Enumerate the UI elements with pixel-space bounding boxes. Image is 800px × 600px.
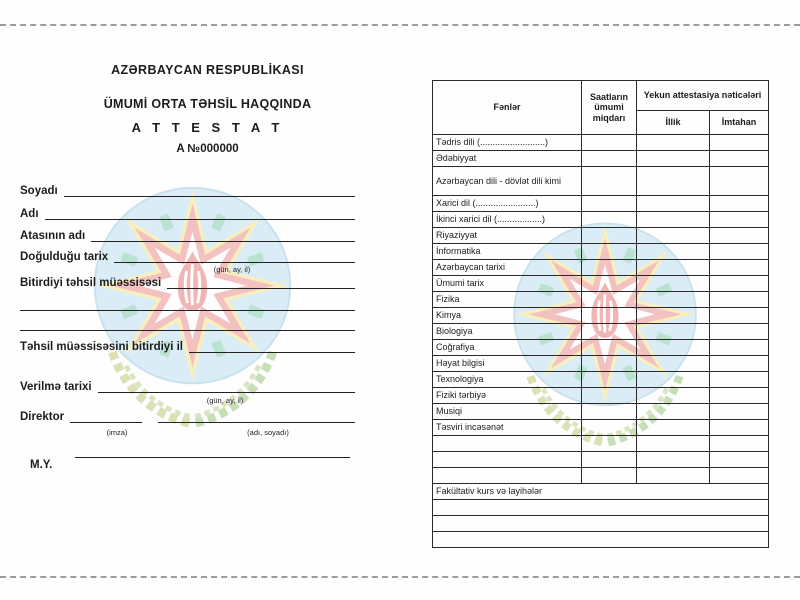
exam-grade-cell	[710, 276, 769, 292]
director-signature-hint: (imza)	[106, 428, 128, 437]
facultative-empty-row	[433, 500, 769, 516]
facultative-empty-cell	[433, 516, 769, 532]
exam-grade-cell	[710, 372, 769, 388]
hours-cell	[582, 372, 637, 388]
subject-name-cell: Təsviri incəsənət	[433, 420, 582, 436]
subject-row	[433, 436, 769, 452]
subject-row	[433, 404, 769, 420]
field-father-name	[20, 227, 355, 242]
hours-cell	[582, 324, 637, 340]
hours-cell	[582, 244, 637, 260]
exam-column-header: İmtahan	[710, 111, 769, 135]
exam-grade-cell	[710, 356, 769, 372]
annual-grade-cell	[637, 324, 710, 340]
graduation-year-label: Təhsil müəssisəsini bitirdiyi il	[20, 341, 183, 353]
hours-cell	[582, 228, 637, 244]
annual-grade-cell	[637, 388, 710, 404]
birth-date-label: Doğulduğu tarix	[20, 251, 109, 263]
exam-grade-cell	[710, 212, 769, 228]
subject-row	[433, 356, 769, 372]
annual-grade-cell	[637, 468, 710, 484]
hours-cell	[582, 151, 637, 167]
name-underline	[45, 205, 355, 220]
subject-name-cell: Azərbaycan tarixi	[433, 260, 582, 276]
father-name-label: Atasının adı	[20, 230, 86, 242]
subject-row	[433, 372, 769, 388]
school-label: Bitirdiyi təhsil müəssisəsi	[20, 277, 162, 289]
final-results-column-header: Yekun attestasiya nəticələri	[637, 81, 769, 111]
exam-grade-cell	[710, 196, 769, 212]
field-surname	[20, 182, 355, 197]
subject-row	[433, 151, 769, 167]
name-label: Adı	[20, 208, 39, 220]
surname-label: Soyadı	[20, 185, 58, 197]
annual-grade-cell	[637, 212, 710, 228]
annual-grade-cell	[637, 340, 710, 356]
subject-row	[433, 292, 769, 308]
director-label: Direktor	[20, 411, 65, 423]
exam-grade-cell	[710, 404, 769, 420]
facultative-empty-cell	[433, 500, 769, 516]
facultative-empty-cell	[433, 532, 769, 548]
subject-row	[433, 324, 769, 340]
subject-row	[433, 276, 769, 292]
bottom-blank-line	[75, 443, 350, 458]
exam-grade-cell	[710, 324, 769, 340]
subject-name-cell: Ümumi tarix	[433, 276, 582, 292]
annual-grade-cell	[637, 436, 710, 452]
school-underline	[167, 274, 355, 289]
grades-table	[432, 80, 769, 548]
exam-grade-cell	[710, 135, 769, 151]
exam-grade-cell	[710, 151, 769, 167]
subject-row	[433, 340, 769, 356]
annual-column-header: İllik	[637, 111, 710, 135]
subject-name-cell: Azərbaycan dili - dövlət dili kimi	[433, 167, 582, 196]
hours-cell	[582, 276, 637, 292]
father-name-underline	[91, 227, 355, 242]
right-page	[432, 80, 769, 548]
exam-grade-cell	[710, 228, 769, 244]
annual-grade-cell	[637, 135, 710, 151]
hours-cell	[582, 468, 637, 484]
subjects-column-header: Fənlər	[433, 81, 582, 135]
grades-table-head	[433, 81, 769, 135]
subject-name-cell: Coğrafiya	[433, 340, 582, 356]
hours-column-header: Saatların ümumi miqdarı	[582, 81, 637, 135]
issue-date-hint: (gün, ay, il)	[206, 396, 244, 405]
annual-grade-cell	[637, 228, 710, 244]
country-title: AZƏRBAYCAN RESPUBLİKASI	[111, 63, 304, 77]
hours-cell	[582, 308, 637, 324]
exam-grade-cell	[710, 452, 769, 468]
serial-number: A №000000	[176, 143, 239, 155]
subject-name-cell: İkinci xarici dil (..................)	[433, 212, 582, 228]
exam-grade-cell	[710, 308, 769, 324]
hours-cell	[582, 135, 637, 151]
birth-date-hint: (gün, ay, il)	[213, 265, 251, 274]
school-extra-line-1	[20, 296, 355, 311]
subject-name-cell: İnformatika	[433, 244, 582, 260]
facultative-header-row	[433, 484, 769, 500]
left-page	[20, 0, 395, 600]
annual-grade-cell	[637, 260, 710, 276]
subject-row	[433, 452, 769, 468]
hours-cell	[582, 196, 637, 212]
subject-row	[433, 212, 769, 228]
hours-cell	[582, 452, 637, 468]
field-graduation-year	[20, 338, 355, 353]
issue-date-underline	[98, 378, 355, 393]
annual-grade-cell	[637, 308, 710, 324]
hours-cell	[582, 212, 637, 228]
exam-grade-cell	[710, 340, 769, 356]
director-line-gap	[142, 409, 158, 423]
grades-table-body	[433, 135, 769, 548]
subject-name-cell: Musiqi	[433, 404, 582, 420]
facultative-header-cell: Fakültativ kurs və layihələr	[433, 484, 769, 500]
subject-row	[433, 196, 769, 212]
subject-name-cell: Fizika	[433, 292, 582, 308]
subject-name-cell: Kimya	[433, 308, 582, 324]
facultative-empty-row	[433, 532, 769, 548]
field-name	[20, 205, 355, 220]
annual-grade-cell	[637, 420, 710, 436]
annual-grade-cell	[637, 404, 710, 420]
hours-cell	[582, 388, 637, 404]
annual-grade-cell	[637, 196, 710, 212]
hours-cell	[582, 420, 637, 436]
subject-name-cell: Xarici dil (........................)	[433, 196, 582, 212]
hours-cell	[582, 356, 637, 372]
school-extra-line-2	[20, 316, 355, 331]
hours-cell	[582, 436, 637, 452]
exam-grade-cell	[710, 420, 769, 436]
subject-row	[433, 260, 769, 276]
subject-name-cell	[433, 452, 582, 468]
subject-row	[433, 228, 769, 244]
issue-date-label: Verilmə tarixi	[20, 381, 92, 393]
seal-label: M.Y.	[30, 459, 53, 471]
subject-name-cell: Biologiya	[433, 324, 582, 340]
hours-cell	[582, 292, 637, 308]
hours-cell	[582, 404, 637, 420]
director-name-line	[158, 408, 355, 423]
subject-name-cell: Tədris dili (..........................)	[433, 135, 582, 151]
director-name-hint: (adı, soyadı)	[247, 428, 289, 437]
subject-name-cell: Fiziki tərbiyə	[433, 388, 582, 404]
director-signature-line	[70, 408, 142, 423]
subject-name-cell: Texnologiya	[433, 372, 582, 388]
surname-underline	[64, 182, 355, 197]
exam-grade-cell	[710, 167, 769, 196]
annual-grade-cell	[637, 167, 710, 196]
subject-row	[433, 167, 769, 196]
subject-row	[433, 308, 769, 324]
subject-row	[433, 468, 769, 484]
annual-grade-cell	[637, 151, 710, 167]
exam-grade-cell	[710, 436, 769, 452]
field-birth-date	[20, 248, 355, 263]
field-school	[20, 274, 355, 289]
hours-cell	[582, 167, 637, 196]
annual-grade-cell	[637, 452, 710, 468]
subject-name-cell: Riyaziyyat	[433, 228, 582, 244]
field-issue-date	[20, 378, 355, 393]
attestat-title: A T T E S T A T	[131, 120, 284, 135]
exam-grade-cell	[710, 292, 769, 308]
exam-grade-cell	[710, 244, 769, 260]
subject-name-cell: Ədəbiyyat	[433, 151, 582, 167]
subject-name-cell: Həyat bilgisi	[433, 356, 582, 372]
subject-row	[433, 135, 769, 151]
left-page-header	[20, 63, 395, 155]
document-type-title: ÜMUMİ ORTA TƏHSİL HAQQINDA	[103, 97, 312, 111]
annual-grade-cell	[637, 372, 710, 388]
birth-date-underline	[114, 248, 355, 263]
exam-grade-cell	[710, 260, 769, 276]
annual-grade-cell	[637, 356, 710, 372]
graduation-year-underline	[189, 338, 355, 353]
subject-row	[433, 420, 769, 436]
exam-grade-cell	[710, 468, 769, 484]
subject-name-cell	[433, 468, 582, 484]
exam-grade-cell	[710, 388, 769, 404]
annual-grade-cell	[637, 244, 710, 260]
subject-name-cell	[433, 436, 582, 452]
annual-grade-cell	[637, 276, 710, 292]
subject-row	[433, 388, 769, 404]
hours-cell	[582, 260, 637, 276]
hours-cell	[582, 340, 637, 356]
annual-grade-cell	[637, 292, 710, 308]
facultative-empty-row	[433, 516, 769, 532]
field-director	[20, 408, 355, 423]
subject-row	[433, 244, 769, 260]
